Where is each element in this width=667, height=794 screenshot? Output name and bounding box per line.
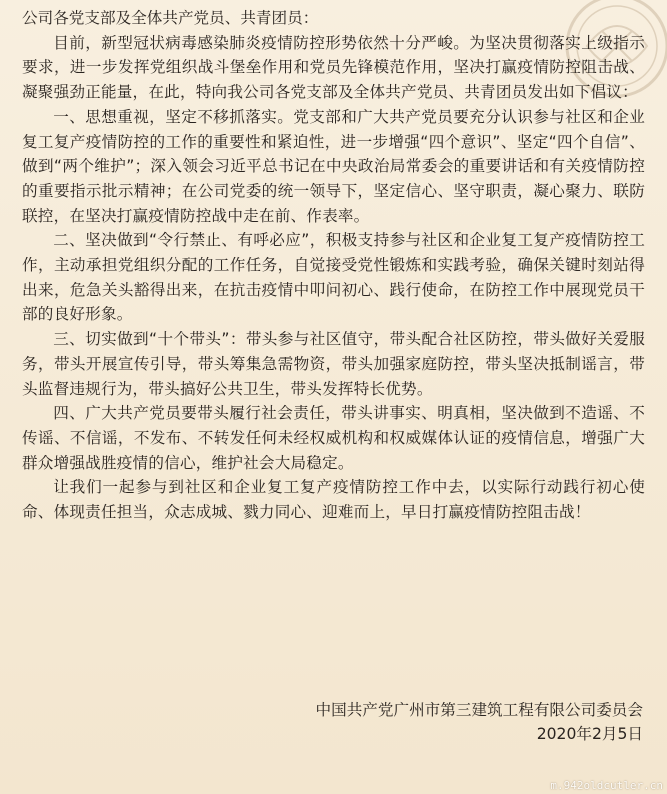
- paragraph-point-1: 一、思想重视，坚定不移抓落实。党支部和广大共产党员要充分认识参与社区和企业复工复产疫情防控的工作的重要性和紧迫性，进一步增强“四个意识”、坚定“四个自信”、做到“两个维护”；深入领会习近平总书记在中央政治局常委会的重要讲话和有关疫情防控的重要指示批示精神；在公司党委的统一领导下，坚定信心、坚守职责，凝心聚力、联防联控，在坚决打赢疫情防控战中走在前、作表率。: [22, 107, 645, 225]
- letter-body: [22, 6, 645, 525]
- watermark-text: m.942oldcutler.cn: [550, 779, 663, 792]
- signature-block: [316, 698, 643, 746]
- paragraph-intro: 目前，新型冠状病毒感染肺炎疫情防控形势依然十分严峻。为坚决贯彻落实上级指示要求，进一步发挥党组织战斗堡垒作用和党员先锋模范作用，坚决打赢疫情防控阻击战、凝聚强劲正能量，在此，特向我公司各党支部及全体共产党员、共青团员发出如下倡议：: [22, 33, 645, 102]
- signature-date: 2020年2月5日: [536, 725, 643, 743]
- signature-organization: 中国共产党广州市第三建筑工程有限公司委员会: [315, 701, 643, 719]
- paragraph-closing: 让我们一起参与到社区和企业复工复产疫情防控工作中去，以实际行动践行初心使命、体现责任担当，众志成城、戮力同心、迎难而上，早日打赢疫情防控阻击战！: [22, 478, 645, 522]
- paragraph-point-3: 三、切实做到“十个带头”：带头参与社区值守，带头配合社区防控，带头做好关爱服务，带头开展宣传引导，带头筹集急需物资，带头加强家庭防控，带头坚决抵制谣言，带头监督违规行为，带头搞好公共卫生，带头发挥特长优势。: [22, 330, 645, 398]
- salutation: 公司各党支部及全体共产党员、共青团员：: [22, 9, 319, 27]
- paragraph-point-2: 二、坚决做到“令行禁止、有呼必应”，积极支持参与社区和企业复工复产疫情防控工作，主动承担党组织分配的工作任务，自觉接受党性锻炼和实践考验，确保关键时刻站得出来，危急关头豁得出来，在抗击疫情中叩问初心、践行使命，在防控工作中展现党员干部的良好形象。: [22, 231, 645, 324]
- paragraph-point-4: 四、广大共产党员要带头履行社会责任，带头讲事实、明真相，坚决做到不造谣、不传谣、不信谣，不发布、不转发任何未经权威机构和权威媒体认证的疫情信息，增强广大群众增强战胜疫情的信心，维护社会大局稳定。: [22, 404, 645, 472]
